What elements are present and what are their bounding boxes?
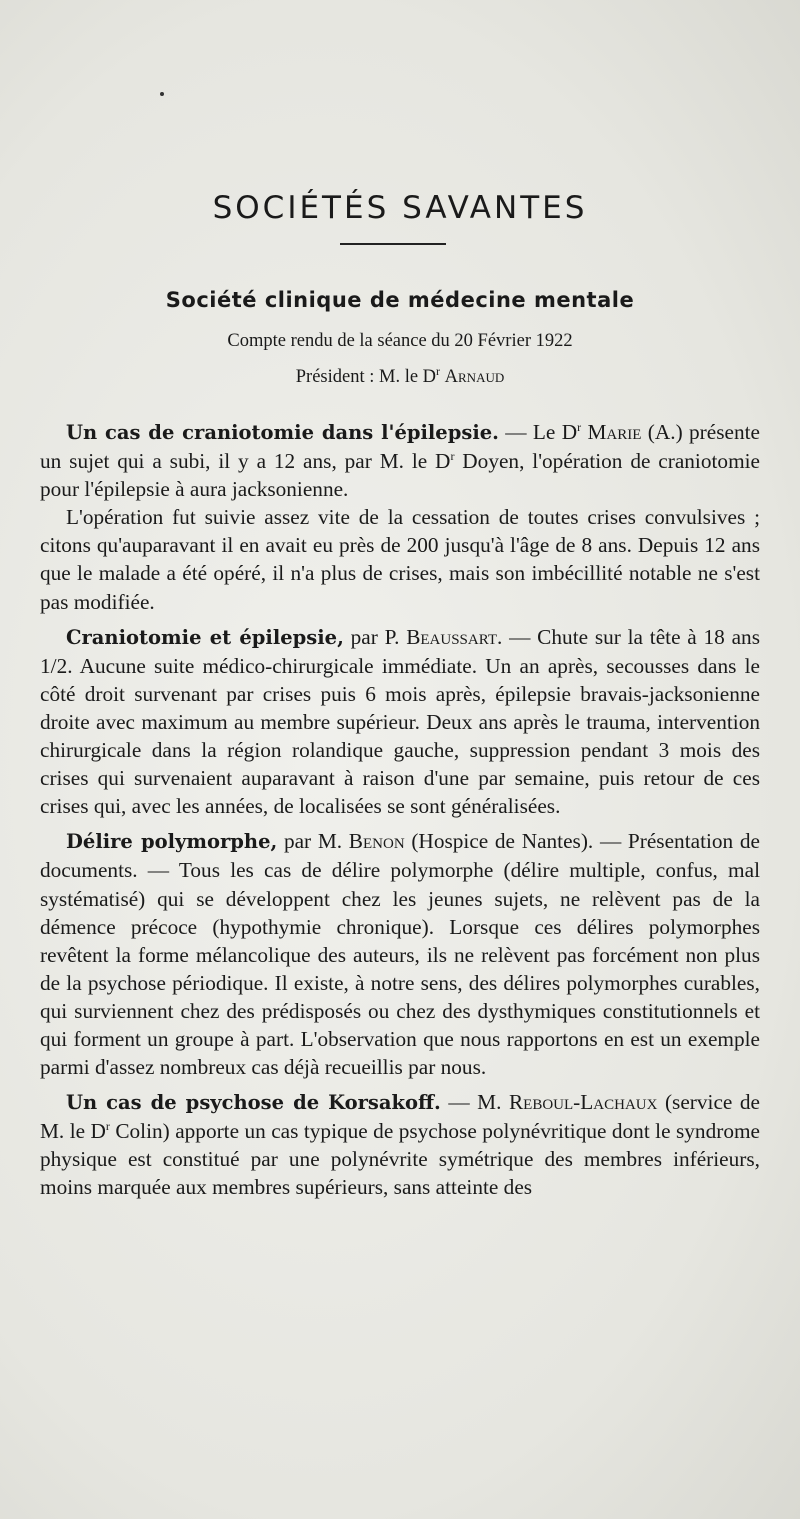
president-name: Arnaud (444, 367, 505, 387)
president-line (0, 363, 800, 388)
article-1-intro-text-1: — Le D (498, 420, 578, 444)
article-3 (40, 827, 760, 1081)
president-prefix: Président : M. le D (295, 367, 437, 387)
section-header: SOCIÉTÉS SAVANTES (212, 190, 588, 226)
print-speck (160, 92, 164, 96)
article-2-intro-text-1: par P. (343, 624, 407, 649)
article-2-author: Beaussart (406, 624, 498, 649)
article-1-title: Un cas de craniotomie dans l'épilepsie. (66, 421, 499, 444)
article-1-sup-2: r (450, 449, 455, 463)
article-4-intro-text-1: — M. (440, 1090, 509, 1115)
article-3-intro-text-1: par M. (277, 829, 349, 854)
article-4-intro-text-3: Colin) apporte un cas typique de psychose polynévritique dont le syndrome physique est constitué par une polynévrite symétrique des membres inférieurs, moins marquée aux membres supérieurs, sans atteinte des (40, 1119, 760, 1200)
society-name: Société clinique de médecine mentale (165, 288, 635, 312)
article-1-sup-1: r (577, 419, 582, 434)
article-1-author: Marie (587, 420, 642, 444)
article-4-author: Reboul-Lachaux (508, 1090, 658, 1115)
article-3-intro-text-2: (Hospice de Nantes). — Présentation de documents. — Tous les cas de délire polymorphe (délire multiple, confus, mal systématisé) qui se développent chez les jeunes sujets, ne relèvent pas de la démence précoce (hypothymie chronique). Lorsque ces délires polymorphes revêtent la forme mélancolique des auteurs, ils ne relèvent pas forcément non plus de la psychose périodique. Il existe, à notre sens, des délires polymorphes curables, qui surviennent chez des prédisposés ou chez des dysthymiques constitutionnels et qui forment un groupe à part. L'observation que nous rapportons en est un exemple parmi d'assez nombreux cas déjà recueillis par nous. (40, 829, 760, 1080)
article-1-intro-text-2: (A.) présente un sujet qui a subi, il y a 12 ans, par M. le D (40, 420, 760, 474)
article-2-title: Craniotomie et épilepsie, (66, 625, 344, 649)
article-3-author: Benon (348, 829, 405, 854)
article-1-intro-text-3: Doyen, l'opération de craniotomie pour l'épilepsie à aura jacksonienne. (40, 449, 761, 502)
article-body (40, 418, 760, 1202)
article-4-sup: r (105, 1119, 110, 1134)
president-sup: r (436, 363, 441, 378)
article-1-body: L'opération fut suivie assez vite de la cessation de toutes crises convulsives ; citons qu'auparavant il en avait eu près de 200 jusqu'à l'âge de 8 ans. Depuis 12 ans que le malade a été opéré, il n'a plus de crises, mais son imbécillité notable ne s'est pas modifiée. (40, 505, 760, 614)
session-line: Compte rendu de la séance du 20 Février 1922 (227, 331, 573, 351)
article-1-intro (40, 418, 760, 503)
header-rule (340, 243, 446, 245)
article-2-intro-text-2: . — Chute sur la tête à 18 ans 1/2. Aucune suite médico-chirurgicale immédiate. Un an après, secousses dans le côté droit survenant par crises puis 6 mois après, épilepsie bravais-jacksonienne droite avec maximum au membre supérieur. Deux ans après le trauma, intervention chirurgicale dans la région rolandique gauche, suppression pendant 3 mois des crises qui survenaient auparavant à raison d'une par semaine, puis retour de ces crises qui, avec les années, de localisées se sont généralisées. (40, 624, 760, 819)
article-2 (40, 623, 760, 821)
article-4-intro-text-2: (service de M. le D (40, 1090, 760, 1144)
article-4-title: Un cas de psychose de Korsakoff. (66, 1091, 441, 1115)
article-3-title: Délire polymorphe, (66, 830, 278, 854)
article-4 (40, 1088, 760, 1201)
